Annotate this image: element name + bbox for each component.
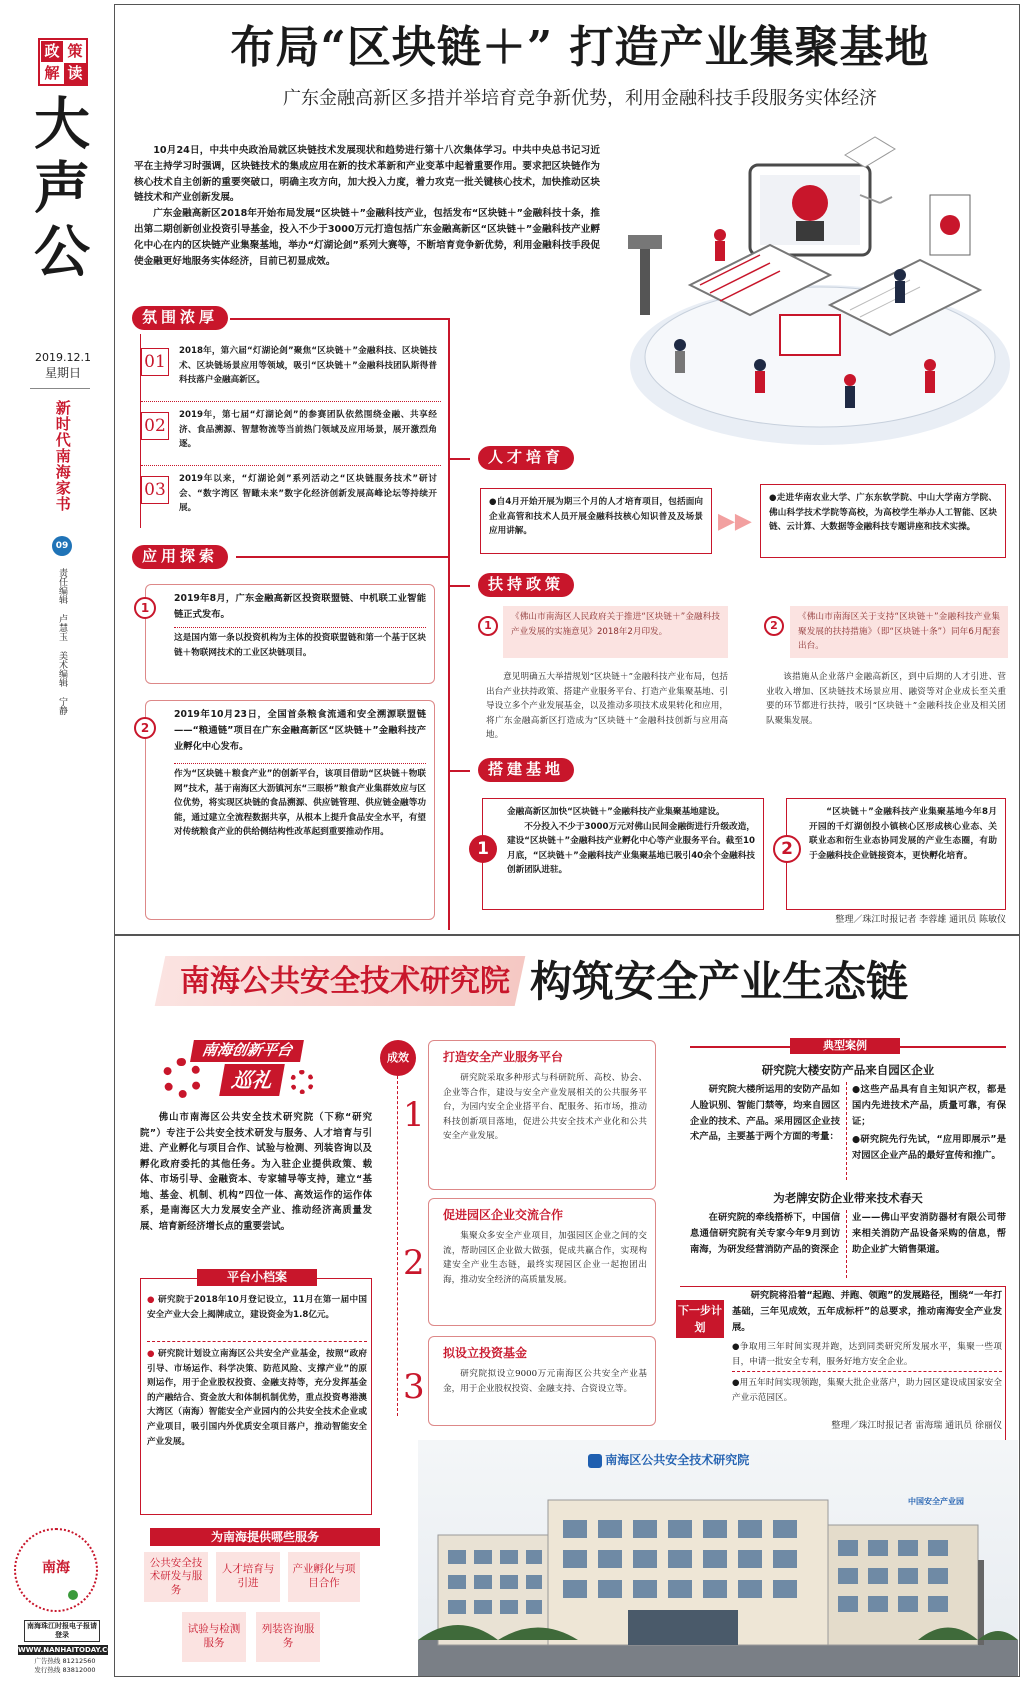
archive-item-1 — [147, 1293, 367, 1322]
application-connector — [236, 556, 448, 558]
building-sign-text: 南海区公共安全技术研究院 — [605, 1453, 750, 1467]
policy-body-2: 该措施从企业落户金融高新区，到中后期的人才引进、营业收入增加、区块链技术场景应用、融资等对企业成长至关重要的环节都进行扶持，吸引“区块链＋”金融科技企业及相关团队聚集发展。 — [766, 672, 1006, 726]
issue-date: 2019.12.1 — [35, 351, 91, 364]
item-number: 03 — [141, 476, 169, 504]
isometric-scene-icon — [600, 135, 1010, 455]
item-text: 2019年，第七届“灯湖论剑”的参赛团队依然围绕金融、共享经济、食品溯源、智慧物流等当前热门领域及应用场景，展开激烈角逐。 — [179, 410, 437, 450]
talent-connector — [448, 458, 470, 460]
result-body: 研究院采取多种形式与科研院所、高校、协会、企业等合作，建设与安全产业发展相关的公共服务平台，为园内安全企业搭平台、配服务、拓市场，推动科技创新项目落地，促进公共安全技术产业化和公共安全产业发展。 — [443, 1073, 647, 1142]
cases-label: 典型案例 — [790, 1038, 900, 1054]
talent-label — [478, 446, 574, 470]
policy-doc-2-box — [790, 606, 1008, 658]
services-label: 为南海提供哪些服务 — [150, 1528, 380, 1546]
service-item: 列装咨询服务 — [256, 1612, 320, 1662]
top-headline: 布局“区块链＋” 打造产业集聚基地 — [230, 22, 930, 73]
qr-code[interactable] — [14, 1528, 98, 1612]
dist-phone: 发行热线 83812000 — [34, 1666, 96, 1674]
application-pill: 应用探索 — [132, 545, 228, 569]
item-text: 2018年，第六届“灯湖论剑”聚焦“区块链＋”金融科技、区块链技术、区块链场景应用等领域，吸引“区块链＋”金融科技团队斯得普科技落户金融高新区。 — [179, 346, 437, 386]
atmosphere-label — [132, 306, 228, 330]
result-card-3 — [403, 1336, 656, 1426]
policy-connector — [448, 585, 470, 587]
gear-icon — [290, 1070, 314, 1094]
qr-logo: 南海 — [42, 1560, 70, 1576]
bullet-icon: ● — [147, 1295, 155, 1305]
stamp-char: 政 — [41, 41, 63, 62]
arrow-icon: ▶▶ — [718, 509, 752, 534]
application-item1-title: 2019年8月，广东金融高新区投资联盟链、中机联工业智能链正式发布。 — [174, 593, 426, 620]
application-item2-body: 作为“区块链＋粮食产业”的创新平台，该项目借助“区块链＋物联网”技术，基于南海区大沥镇河东“三眼桥”粮食产业集群效应与区位优势，将实现区块链的食品溯源、供应链管理、供应链金融等功能，通过建立全流程数据共享，从根本上提升食品安全水平，有望对传统粮食产业的供给侧结构性改革起到重要推动作用。 — [174, 769, 426, 838]
website[interactable]: WWW.NANHAITODAY.COM — [18, 1646, 121, 1654]
top-subheadline: 广东金融高新区多措并举培育竞争新优势，利用金融科技手段服务实体经济 — [283, 88, 877, 109]
policy-badge-1: 1 — [478, 616, 498, 636]
result-card-1 — [403, 1040, 656, 1190]
service-item: 公共安全技术研发与服务 — [144, 1552, 208, 1602]
qr-caption: 南海珠江时报电子报请登录 — [27, 1622, 97, 1639]
item-number: 01 — [141, 348, 169, 376]
archive-box — [140, 1270, 372, 1515]
atmosphere-box — [140, 334, 440, 528]
talent-left-box: ●自4月开始开展为期三个月的人才培育项目，包括面向企业高管和技术人员开展金融科技核心知识普及及场景应用讲解。 — [480, 488, 712, 554]
policy-badge-2: 2 — [764, 616, 784, 636]
timeline-top — [230, 318, 450, 320]
building-sign-right: 中国安全产业园 — [908, 1497, 964, 1506]
timeline-spine — [448, 318, 450, 930]
application-label — [132, 545, 228, 569]
bullet-icon: ● — [147, 1349, 155, 1359]
policy-doc-1: 《佛山市南海区人民政府关于推进“区块链＋”金融科技产业发展的实施意见》2018年2月印发。 — [511, 612, 720, 637]
application-card-1 — [140, 584, 435, 684]
bottom-title-left: 南海公共安全技术研究院 — [180, 964, 510, 999]
archive-item-1-text: 研究院于2018年10月登记设立，11月在第一届中国安全产业大会上揭牌成立，建设资金为1.8亿元。 — [147, 1295, 368, 1320]
item-text: 2019年以来，“灯湖论剑”系列活动之“区块链服务技术”研讨会、“数字湾区 智瞰未来”数字化经济创新发展高峰论坛等持续开展。 — [179, 474, 437, 514]
platform-badge-bottom: 巡礼 — [219, 1064, 285, 1096]
results-badge: 成效 — [380, 1040, 416, 1076]
intro-paragraph — [134, 143, 600, 270]
base-pill: 搭建基地 — [478, 758, 574, 782]
atmosphere-item — [141, 406, 441, 466]
result-title: 促进园区企业交流合作 — [443, 1208, 564, 1222]
talent-pill: 人才培育 — [478, 446, 574, 470]
base-label — [478, 758, 574, 782]
policy-doc-1-box — [503, 606, 728, 658]
result-body: 研究院拟设立9000万元南海区公共安全产业基金，用于企业股权投资、金融支持、合资设立等。 — [443, 1369, 647, 1394]
institute-building-photo — [418, 1440, 1018, 1676]
result-number: 1 — [403, 1095, 425, 1135]
policy-body-1: 意见明确五大举措规划“区块链＋”金融科技产业布局，包括出台产业扶持政策、搭建产业服务平台、打造产业集聚基地、引导设立多个产业发展基金，以及推动多项技术成果转化和应用，将广东金融高新区打造成为“区块链＋”金融科技创新与应用高地。 — [486, 672, 728, 741]
item-number: 02 — [141, 412, 169, 440]
section-divider — [114, 934, 1020, 936]
institute-intro: 佛山市南海区公共安全技术研究院（下称“研究院”）专注于公共安全技术研发与服务、人才培育与引进、产业孵化与项目合作、试验与检测、列装咨询以及孵化政府委托的其他任务。为入驻企业提供政策、载体、市场引导、金融资本、专家辅导等支持，建立“基地、基金、机制、机构”四位一体、高效运作的运作体系，是南海区大力发展安全产业、推动经济高质量发展、培育新经济增长点的重要尝试。 — [140, 1112, 372, 1232]
service-item: 产业孵化与项目合作 — [288, 1552, 360, 1602]
platform-badge-top: 南海创新平台 — [190, 1040, 304, 1062]
base-box-2 — [781, 798, 1006, 910]
next-plan-intro: 研究院将沿着“起跑、并跑、领跑”的发展路径，围绕“一年打基础，三年见成效，五年成标杆”的总要求，推动南海安全产业发展。 — [732, 1290, 1002, 1333]
base-box-1-title: 金融高新区加快“区块链＋”金融科技产业集聚基地建设。 — [507, 807, 725, 817]
page-number: 09 — [52, 536, 72, 556]
result-card-2 — [403, 1198, 656, 1326]
policy-label — [478, 573, 574, 597]
application-item2-title: 2019年10月23日，全国首条粮食流通和安全溯源联盟链——“粮通链”项目在广东金融高新区“区块链＋”金融科技产业孵化中心发布。 — [174, 709, 426, 752]
ad-phone: 广告热线 81212560 — [34, 1657, 96, 1665]
platform-badge — [160, 1040, 320, 1104]
building-icon — [418, 1440, 1018, 1676]
case1-left: 研究院大楼所运用的安防产品如人脸识别、智能门禁等，均来自园区企业的技术、产品。采用园区企业技术产品，主要基于两个方面的考量： — [690, 1084, 840, 1143]
atmosphere-pill: 氛围浓厚 — [132, 306, 228, 330]
result-number: 2 — [403, 1243, 425, 1283]
number-badge: 2 — [773, 835, 801, 863]
case1-right-2: ●研究院先行先试，“应用即展示”是对园区企业产品的最好宣传和推广。 — [852, 1134, 1006, 1161]
issue-weekday: 星期日 — [44, 366, 81, 380]
next-plan-item-1: ●争取用三年时间实现并跑，达到同类研究所发展水平，集聚一些项目，申请一批安全专利，服务好地方安全企业。 — [732, 1340, 1002, 1372]
bottom-title-right: 构筑安全产业生态链 — [530, 957, 909, 1006]
archive-label: 平台小档案 — [197, 1269, 317, 1286]
archive-item-2-text: 研究院计划设立南海区公共安全产业基金，按照“政府引导、市场运作、科学决策、防范风险、支撑产业”的原则运作，用于企业股权投资、金融支持等，充分发挥基金的产融结合、资金放大和体制机制优势，重点投资粤港澳大湾区（南海）智能安全产业园内的公共安全技术企业或产业项目，吸引国内外优质安全项目落户，推动智能安全产业发展。 — [147, 1349, 367, 1447]
number-badge: 1 — [469, 835, 497, 863]
policy-stamp — [38, 38, 88, 86]
result-number: 3 — [403, 1367, 425, 1407]
talent-right-box: ●走进华南农业大学、广东东软学院、中山大学南方学院、佛山科学技术学院等高校，为高校学生举办人工智能、区块链、云计算、大数据等金融科技专题讲座和技术实操。 — [760, 484, 1006, 558]
stamp-char: 解 — [44, 64, 60, 82]
archive-item-2 — [147, 1347, 367, 1449]
atmosphere-item — [141, 470, 441, 526]
results-spine — [397, 1076, 398, 1416]
intro-p2: 广东金融高新区2018年开始布局发展“区块链＋”金融科技产业，包括发布“区块链＋”金融科技十条，推出第二期创新创业投资引导基金，投入不少于3000万元打造包括广东金融高新区“区块链＋”金融科技产业孵化中心在内的区块链产业集聚基地，举办“灯湖论剑”系列大赛等，不断培育竞争新优势，利用金融科技手段促使金融更好地服务实体经济，目前已初显成效。 — [134, 208, 600, 267]
base-box-1 — [477, 798, 764, 910]
base-box-1-body: 不分投入不少于3000万元对佛山民间金融街进行升级改造，建设“区块链＋”金融科技产业孵化中心等产业服务平台。截至10月底，“区块链＋”金融科技产业集聚基地已吸引40余个金融科技创新团队进驻。 — [507, 821, 755, 876]
editors-credit: 责任编辑 卢慧玉 美术编辑 宁静 — [57, 568, 67, 715]
masthead: 大声公 — [25, 94, 91, 286]
number-badge: 1 — [134, 597, 156, 619]
stamp-char: 策 — [67, 42, 83, 60]
top-byline: 整理／珠江时报记者 李蓉雄 通讯员 陈敏仪 — [835, 915, 1006, 925]
intro-p1: 10月24日，中共中央政治局就区块链技术发展现状和趋势进行第十八次集体学习。中共中央总书记习近平在主持学习时强调，区块链技术的集成应用在新的技术革新和产业变革中起着重要作用。要求把区块链作为核心技术自主创新的重要突破口，明确主攻方向，加大投入力度，着力攻克一批关键核心技术，加快推动区块链技术和产业创新发展。 — [134, 145, 600, 204]
service-item: 人才培育与引进 — [216, 1552, 280, 1602]
result-title: 打造安全产业服务平台 — [443, 1050, 564, 1064]
stamp-char: 读 — [64, 63, 86, 84]
sidebar — [0, 0, 121, 1681]
case2-title: 为老牌安防企业带来技术春天 — [773, 1191, 923, 1205]
next-plan-label: 下一步计划 — [676, 1300, 724, 1338]
result-body: 集聚众多安全产业项目，加强园区企业之间的交流，帮助园区企业做大做强，促成共赢合作，实现构建安全产业生态链，最终实现园区企业一起抱团出海，推动安全经济的高质量发展。 — [443, 1231, 647, 1285]
number-badge: 2 — [134, 717, 156, 739]
case2-right: 业——佛山平安消防器材有限公司带来相关消防产品设备采购的信息，帮助企业扩大销售渠道。 — [852, 1212, 1006, 1255]
bottom-byline: 整理／珠江时报记者 雷海瑞 通讯员 徐丽仪 — [831, 1421, 1002, 1431]
qr-caption-box — [24, 1620, 100, 1642]
case1-right-1: ●这些产品具有自主知识产权，都是国内先进技术产品，质量可靠，有保证； — [852, 1084, 1006, 1127]
base-connector — [448, 770, 470, 772]
policy-doc-2: 《佛山市南海区关于支持“区块链＋”金融科技产业集聚发展的扶持措施》（即“区块链十条”）同年6月配套出台。 — [798, 612, 1000, 652]
service-item: 试验与检测服务 — [182, 1612, 246, 1662]
building-logo-icon — [588, 1454, 602, 1468]
application-card-2 — [140, 700, 435, 920]
next-plan-item-2: ●用五年时间实现领跑，集聚大批企业落户，助力园区建设成国家安全产业示范园区。 — [732, 1378, 1002, 1403]
case2-left: 在研究院的牵线搭桥下，中国信息通信研究院有关专家今年9月到访南海，为研发经营消防产品的资深企 — [690, 1212, 840, 1255]
blockchain-illustration — [600, 135, 1010, 455]
case1-title: 研究院大楼安防产品来自园区企业 — [761, 1063, 935, 1077]
atmosphere-item — [141, 342, 441, 402]
building-sign — [588, 1452, 749, 1469]
policy-pill: 扶持政策 — [478, 573, 574, 597]
qr-dot-icon — [68, 1590, 78, 1600]
application-item1-body: 这是国内第一条以投资机构为主体的投资联盟链和第一个基于区块链＋物联网技术的工业区块链项目。 — [174, 633, 426, 658]
series-name: 新时代南海家书 — [53, 400, 72, 512]
base-box-2-text: “区块链＋”金融科技产业集聚基地今年8月开园的千灯湖创投小镇核心区形成核心业态、关联业态和衍生业态协同发展的产业生态圈，有助于金融科技企业链接资本，更快孵化培育。 — [809, 807, 997, 861]
result-title: 拟设立投资基金 — [443, 1346, 528, 1360]
gear-icon — [162, 1058, 202, 1098]
